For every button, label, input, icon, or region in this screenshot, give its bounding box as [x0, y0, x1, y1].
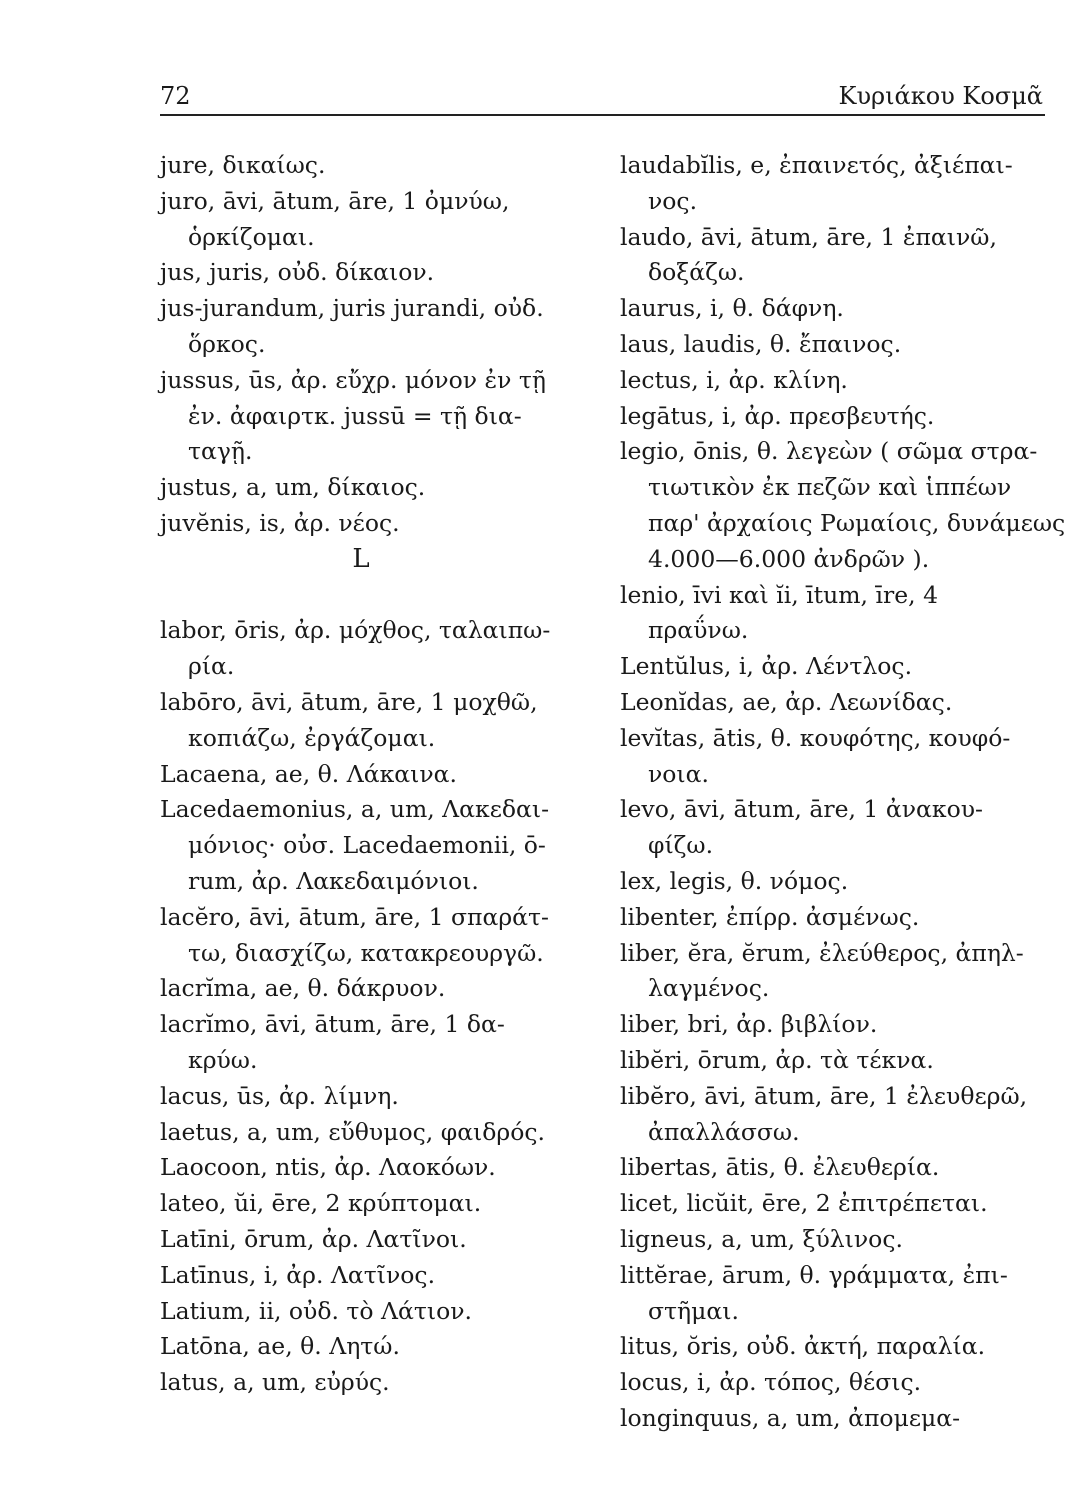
page-number: 72 — [160, 82, 191, 110]
dictionary-entry: lacrĭma, ae, θ. δάκρυον. — [160, 974, 446, 1003]
dictionary-entry: Leonĭdas, ae, ἀρ. Λεωνίδας. — [620, 687, 953, 716]
entry-continuation: νοια. — [648, 759, 709, 788]
blank-line — [160, 578, 590, 614]
dictionary-entry: lectus, i, ἀρ. κλίνη. — [620, 365, 848, 394]
section-letter: L — [352, 543, 370, 574]
dictionary-entry: ligneus, a, um, ξύλινος. — [620, 1224, 903, 1253]
entry-continuation: λαγμένος. — [648, 974, 770, 1003]
entry-continuation: νος. — [648, 186, 698, 215]
entry-continuation: στῆμαι. — [648, 1296, 739, 1325]
dictionary-entry: Lacedaemonius, a, um, Λακεδαι- — [160, 795, 550, 824]
dictionary-entry: liber, ĕra, ĕrum, ἐλεύθερος, ἀπηλ- — [620, 938, 1024, 967]
entry-continuation: μόνιος· οὐσ. Lacedaemonii, ō- — [188, 831, 546, 860]
dictionary-entry: Latium, ii, οὐδ. τὸ Λάτιον. — [160, 1296, 473, 1325]
running-head: Κυριάκου Κοσμᾶ — [838, 82, 1043, 110]
dictionary-entry: litus, ŏris, οὐδ. ἀκτή, παραλία. — [620, 1332, 986, 1361]
right-column — [620, 148, 1066, 1437]
dictionary-entry: labōro, āvi, ātum, āre, 1 μοχθῶ, — [160, 687, 538, 716]
dictionary-entry: Laocoon, ntis, ἀρ. Λαοκόων. — [160, 1153, 496, 1182]
entry-continuation: ἐν. ἀφαιρτκ. jussū = τῇ δια- — [188, 401, 522, 430]
dictionary-entry: levĭtas, ātis, θ. κουφότης, κουφό- — [620, 723, 1011, 752]
entry-continuation: τω, διασχίζω, κατακρεουργῶ. — [188, 938, 544, 967]
dictionary-entry: juvĕnis, is, ἀρ. νέος. — [160, 508, 400, 537]
entry-continuation: κοπιάζω, ἐργάζομαι. — [188, 723, 436, 752]
entry-continuation: κρύω. — [188, 1045, 258, 1074]
dictionary-entry: Lentŭlus, i, ἀρ. Λέντλος. — [620, 652, 913, 681]
dictionary-entry: lacĕro, āvi, ātum, āre, 1 σπαράτ- — [160, 902, 549, 931]
dictionary-entry: legio, ōnis, θ. λεγεὼν ( σῶμα στρα- — [620, 437, 1038, 466]
entry-continuation: παρ' ἀρχαίοις Ρωμαίοις, δυνάμεως — [648, 508, 1066, 537]
dictionary-entry: lateo, ŭi, ēre, 2 κρύπτομαι. — [160, 1189, 482, 1218]
dictionary-entry: laudabĭlis, e, ἐπαινετός, ἀξιέπαι- — [620, 151, 1013, 179]
dictionary-entry: Latīnus, i, ἀρ. Λατῖνος. — [160, 1260, 436, 1289]
dictionary-entry: lenio, īvi καὶ ĭi, ītum, īre, 4 — [620, 580, 939, 609]
dictionary-entry: jure, δικαίως. — [160, 151, 326, 179]
dictionary-entry: latus, a, um, εὐρύς. — [160, 1368, 390, 1397]
entry-continuation: φίζω. — [648, 831, 714, 860]
dictionary-entry: locus, i, ἀρ. τόπος, θέσις. — [620, 1368, 922, 1397]
dictionary-entry: lex, legis, θ. νόμος. — [620, 866, 849, 895]
dictionary-entry: Latōna, ae, θ. Λητώ. — [160, 1332, 400, 1361]
dictionary-entry: jus-jurandum, juris jurandi, οὐδ. — [160, 294, 544, 323]
dictionary-entry: legātus, i, ἀρ. πρεσβευτής. — [620, 401, 935, 430]
dictionary-entry: jus, juris, οὐδ. δίκαιον. — [160, 258, 435, 287]
dictionary-entry: libĕri, ōrum, ἀρ. τὰ τέκνα. — [620, 1045, 934, 1074]
entry-continuation: ὅρκος. — [188, 329, 266, 358]
dictionary-entry: libertas, ātis, θ. ἐλευθερία. — [620, 1153, 940, 1182]
entry-continuation: ταγῇ. — [188, 437, 253, 466]
entry-continuation: τιωτικὸν ἐκ πεζῶν καὶ ἱππέων — [648, 473, 1012, 502]
dictionary-entry: lacus, ūs, ἀρ. λίμνη. — [160, 1081, 399, 1110]
dictionary-entry: laetus, a, um, εὔθυμος, φαιδρός. — [160, 1117, 546, 1146]
dictionary-entry: Lacaena, ae, θ. Λάκαινα. — [160, 759, 457, 788]
dictionary-entry: liber, bri, ἀρ. βιβλίον. — [620, 1010, 878, 1039]
entry-continuation: 4.000—6.000 ἀνδρῶν ). — [648, 544, 930, 573]
entry-continuation: δοξάζω. — [648, 258, 745, 287]
dictionary-entry: lacrĭmo, āvi, ātum, āre, 1 δα- — [160, 1010, 505, 1039]
dictionary-entry: libenter, ἐπίρρ. ἀσμένως. — [620, 902, 920, 931]
dictionary-entry: littĕrae, ārum, θ. γράμματα, ἐπι- — [620, 1260, 1008, 1289]
entry-continuation: ρία. — [188, 652, 235, 681]
entry-continuation: πραΰνω. — [648, 616, 749, 645]
dictionary-entry: longinquus, a, um, ἀπομεμα- — [620, 1403, 961, 1432]
page-header — [160, 78, 1045, 116]
dictionary-entry: laudo, āvi, ātum, āre, 1 ἐπαινῶ, — [620, 222, 997, 251]
dictionary-entry: jussus, ūs, ἀρ. εὔχρ. μόνον ἐν τῇ — [160, 365, 546, 394]
dictionary-entry: Latīni, ōrum, ἀρ. Λατῖνοι. — [160, 1224, 467, 1253]
dictionary-entry: labor, ōris, ἀρ. μόχθος, ταλαιπω- — [160, 616, 551, 645]
dictionary-entry: libĕro, āvi, ātum, āre, 1 ἐλευθερῶ, — [620, 1081, 1028, 1110]
left-column — [160, 148, 590, 1401]
dictionary-entry: laurus, i, θ. δάφνη. — [620, 294, 844, 323]
dictionary-entry: laus, laudis, θ. ἔπαινος. — [620, 329, 902, 358]
entry-continuation: ἀπαλλάσσω. — [648, 1117, 800, 1146]
entry-continuation: ὁρκίζομαι. — [188, 222, 315, 251]
dictionary-entry: levo, āvi, ātum, āre, 1 ἀνακου- — [620, 795, 983, 824]
dictionary-entry: justus, a, um, δίκαιος. — [160, 473, 426, 502]
entry-continuation: rum, ἀρ. Λακεδαιμόνιοι. — [188, 866, 479, 895]
dictionary-entry: licet, licŭit, ēre, 2 ἐπιτρέπεται. — [620, 1189, 988, 1218]
dictionary-entry: juro, āvi, ātum, āre, 1 ὀμνύω, — [160, 186, 510, 215]
